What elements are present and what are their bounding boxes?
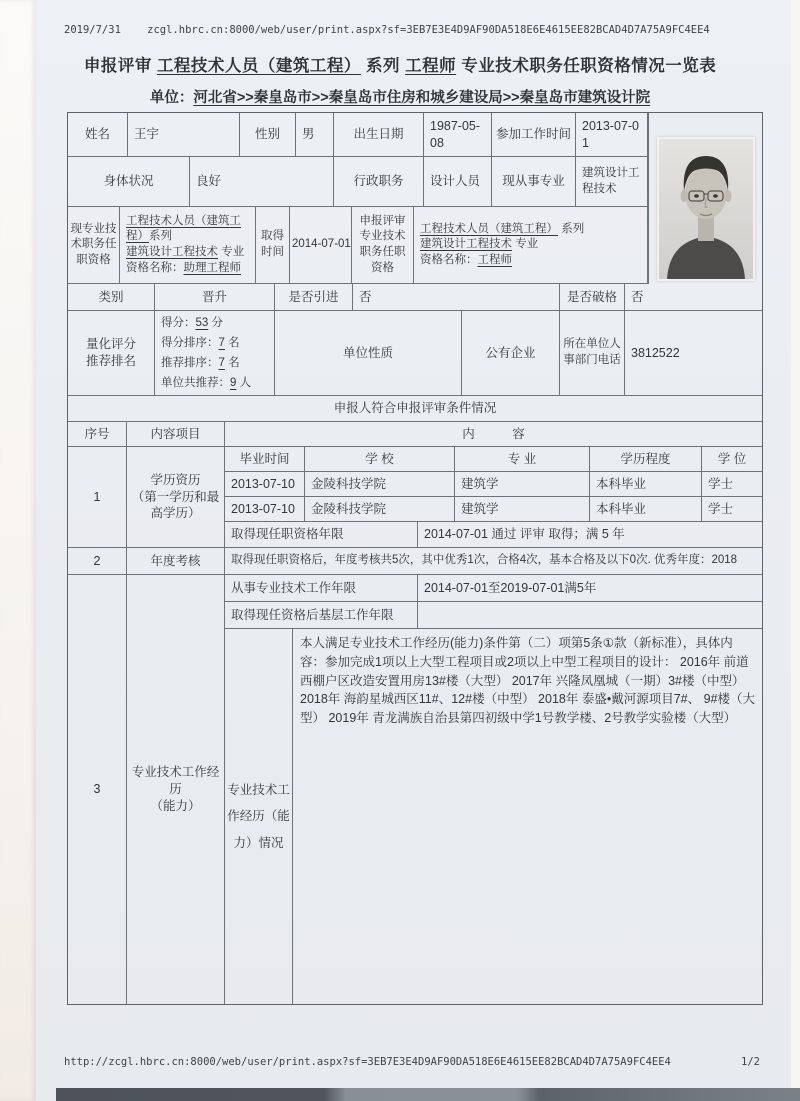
edu1-school: 金陵科技学院 xyxy=(305,472,455,496)
edu-col-date: 毕业时间 xyxy=(225,447,305,471)
import-value: 否 xyxy=(353,284,560,310)
item2-label: 年度考核 xyxy=(127,548,225,574)
obtain-time-label: 取得时间 xyxy=(256,207,290,283)
edu-header-row xyxy=(225,447,762,472)
score-rank-label: 得分排序： xyxy=(161,336,219,349)
total-recommend-value: 9 xyxy=(230,377,237,390)
score-line xyxy=(161,313,223,333)
edu1-level: 本科毕业 xyxy=(590,472,702,496)
edu-col-degree: 学 位 xyxy=(717,451,747,466)
experience-detail-row xyxy=(225,629,762,1004)
portrait-illustration xyxy=(659,139,753,279)
quant-label xyxy=(68,311,155,395)
recommend-rank-line xyxy=(161,353,240,373)
row-section-header xyxy=(68,396,762,422)
item2-no: 2 xyxy=(68,548,127,574)
work-years-value: 2014-07-01至2019-07-01满5年 xyxy=(424,580,597,595)
item3-content xyxy=(225,575,762,1004)
col-no: 序号 xyxy=(68,422,127,446)
page-number: 1/2 xyxy=(741,1056,760,1068)
unit-line xyxy=(0,86,800,107)
gender-label: 性别 xyxy=(240,113,296,156)
current-qual-label: 现专业技术职务任职资格 xyxy=(68,207,120,283)
title-series: 工程技术人员（建筑工程） xyxy=(156,57,361,75)
item3-label-line2: （能力） xyxy=(150,798,201,813)
gender-value: 男 xyxy=(296,113,334,156)
work-years-row xyxy=(225,575,762,602)
item1-education xyxy=(68,447,762,548)
title-suffix: 专业技术职务任职资格情况一览表 xyxy=(461,57,717,75)
apply-qual-series-line xyxy=(420,222,584,238)
applicant-photo xyxy=(657,137,755,281)
item3-experience xyxy=(68,575,762,1004)
apply-qual-name: 工程师 xyxy=(477,253,512,266)
score-value: 53 xyxy=(195,316,209,329)
recommend-rank-label: 推荐排序： xyxy=(161,357,219,369)
edu-col-school: 学 校 xyxy=(305,447,455,471)
current-qual-name-line xyxy=(126,261,241,277)
print-date: 2019/7/31 xyxy=(64,24,121,36)
current-qual-major-suffix: 专业 xyxy=(218,246,245,258)
apply-qual-label: 申报评审专业技术职务任职资格 xyxy=(352,207,414,283)
experience-sub-label: 专业技术工作经历（能力）情况 xyxy=(225,629,293,1004)
quant-label-line1: 量化评分 xyxy=(85,337,136,352)
item2-assessment xyxy=(68,548,762,575)
current-qual-name-label: 资格名称： xyxy=(126,261,184,274)
score-rank-line xyxy=(161,333,240,353)
tenure-value: 2014-07-01 通过 评审 取得；满 5 年 xyxy=(424,527,625,542)
profession-value: 建筑设计工程技术 xyxy=(576,157,648,206)
health-label: 身体状况 xyxy=(68,157,190,206)
score-rank-value: 7 xyxy=(218,336,225,349)
admin-title-value: 设计人员 xyxy=(424,157,492,206)
category-label: 类别 xyxy=(68,284,155,310)
name-label: 姓名 xyxy=(68,113,128,156)
title-rank: 工程师 xyxy=(405,57,457,75)
item2-content: 取得现任职资格后，年度考核共5次，其中优秀1次，合格4次，基本合格及以下0次. 优秀年度：2018 xyxy=(231,554,738,567)
experience-detail-text: 本人满足专业技术工作经历(能力)条件第（二）项第5条①款（新标准），具体内容：参加完成1项以上大型工程项目或2项以上中型工程项目的设计： 2016年 前道西棚户区改造安置用房13#楼（大型） 2017年 兴隆凤凰城（一期）3#楼（中型） 2018年 海韵星城西区11#、12#楼（中型） 2018年 泰盛•戴河源项目7#、 9#楼（大型） 2019年 青龙满族自治县第四初级中学1号教学楼、2号教学实验楼（大型） xyxy=(300,636,755,725)
browser-print-header xyxy=(64,24,736,36)
browser-print-footer xyxy=(64,1056,760,1068)
edu1-major: 建筑学 xyxy=(455,472,590,496)
obtain-time-value: 2014-07-01 xyxy=(290,207,352,283)
grassroots-value xyxy=(418,602,762,628)
total-recommend-line xyxy=(161,373,251,393)
edu2-date: 2013-07-10 xyxy=(225,497,305,521)
work-years-label: 从事专业技术工作年限 xyxy=(225,575,418,601)
tenure-label: 取得现任职资格年限 xyxy=(225,522,418,547)
edu2-major: 建筑学 xyxy=(455,497,590,521)
quant-lines xyxy=(155,311,275,395)
exception-label: 是否破格 xyxy=(560,284,625,310)
birth-value: 1987-05-08 xyxy=(424,113,492,156)
admin-title-label: 行政职务 xyxy=(334,157,424,206)
scan-bottom-band xyxy=(56,1088,800,1101)
edu1-degree: 学士 xyxy=(708,476,734,491)
item3-label-line1: 专业技术工作经历 xyxy=(131,765,220,797)
section-header: 申报人符合申报评审条件情况 xyxy=(333,401,497,416)
birth-label: 出生日期 xyxy=(334,113,424,156)
score-label: 得分： xyxy=(161,316,196,329)
apply-qual-value xyxy=(414,207,648,283)
recommend-rank-value: 7 xyxy=(218,357,225,369)
quant-label-line2: 推荐排名 xyxy=(85,354,136,368)
apply-qual-major-line xyxy=(420,237,538,253)
row-quant-score xyxy=(68,311,762,396)
edu-row-2 xyxy=(225,497,762,522)
name-value: 王宇 xyxy=(128,113,240,156)
title-prefix: 申报评审 xyxy=(83,57,152,75)
scan-right-margin xyxy=(791,0,800,1101)
col-item: 内容项目 xyxy=(127,422,225,446)
current-qual-value xyxy=(120,207,256,283)
apply-qual-major: 建筑设计工程技术 xyxy=(420,238,512,251)
unit-type-label: 单位性质 xyxy=(275,311,462,395)
apply-qual-name-label: 资格名称： xyxy=(420,253,478,266)
unit-value: 河北省>>秦皇岛市>>秦皇岛市住房和城乡建设局>>秦皇岛市建筑设计院 xyxy=(193,90,651,106)
item3-no: 3 xyxy=(68,575,127,1004)
profession-label: 现从事专业 xyxy=(492,157,576,206)
apply-qual-major-suffix: 专业 xyxy=(512,238,539,251)
score-suffix: 分 xyxy=(208,316,223,329)
scan-left-margin xyxy=(0,0,36,1101)
edu2-school: 金陵科技学院 xyxy=(305,497,455,521)
edu-col-major: 专 业 xyxy=(455,447,590,471)
current-qual-series-line xyxy=(126,214,249,245)
item3-label xyxy=(127,575,225,1004)
footer-url: http://zcgl.hbrc.cn:8000/web/user/print.aspx?sf=3EB7E3E4D9AF90DA518E6E4615EE82BCAD4D7A75A9FC4EE4 xyxy=(64,1056,671,1068)
item1-label xyxy=(127,447,225,547)
item1-content xyxy=(225,447,762,547)
work-start-label: 参加工作时间 xyxy=(492,113,576,156)
grassroots-row xyxy=(225,602,762,629)
grassroots-label: 取得现任资格后基层工作年限 xyxy=(225,602,418,628)
print-url: zcgl.hbrc.cn:8000/web/user/print.aspx?sf=3EB7E3E4D9AF90DA518E6E4615EE82BCAD4D7A75A9FC4EE4 xyxy=(147,24,710,36)
page-title xyxy=(0,52,800,76)
recommend-rank-suffix: 名 xyxy=(224,357,240,369)
health-value: 良好 xyxy=(190,157,334,206)
score-rank-suffix: 名 xyxy=(224,336,240,349)
work-start-value: 2013-07-01 xyxy=(576,113,648,156)
row-column-heads xyxy=(68,422,762,447)
unit-type-value: 公有企业 xyxy=(462,311,560,395)
row-category xyxy=(68,284,762,311)
item1-no: 1 xyxy=(68,447,127,547)
tenure-row xyxy=(225,522,762,547)
current-qual-series: 工程技术人员（建筑工程） xyxy=(126,214,241,243)
current-qual-major-line xyxy=(126,245,244,261)
unit-label: 单位： xyxy=(149,90,194,106)
main-table xyxy=(67,112,763,1005)
edu-col-level: 学历程度 xyxy=(590,447,702,471)
item1-label-line1: 学历资历 xyxy=(150,472,201,487)
hr-phone-value: 3812522 xyxy=(631,345,680,360)
title-middle: 系列 xyxy=(366,57,400,75)
photo-cell xyxy=(648,113,762,284)
current-qual-series-suffix: 系列 xyxy=(149,230,172,243)
edu1-date: 2013-07-10 xyxy=(225,472,305,496)
apply-qual-name-line xyxy=(420,253,512,269)
item1-label-line2: （第一学历和最高学历） xyxy=(131,489,220,521)
edu2-degree: 学士 xyxy=(708,501,734,516)
apply-qual-series: 工程技术人员（建筑工程） xyxy=(420,222,558,235)
current-qual-major: 建筑设计工程技术 xyxy=(126,246,218,258)
category-value: 晋升 xyxy=(155,284,275,310)
current-qual-name: 助理工程师 xyxy=(183,261,241,274)
total-recommend-label: 单位共推荐： xyxy=(161,377,230,390)
edu2-level: 本科毕业 xyxy=(590,497,702,521)
import-label: 是否引进 xyxy=(275,284,353,310)
col-content: 内 容 xyxy=(462,426,525,441)
total-recommend-suffix: 人 xyxy=(236,377,252,390)
edu-row-1 xyxy=(225,472,762,497)
exception-value: 否 xyxy=(631,289,644,304)
hr-phone-label: 所在单位人事部门电话 xyxy=(560,311,625,395)
apply-qual-series-suffix: 系列 xyxy=(558,222,585,235)
